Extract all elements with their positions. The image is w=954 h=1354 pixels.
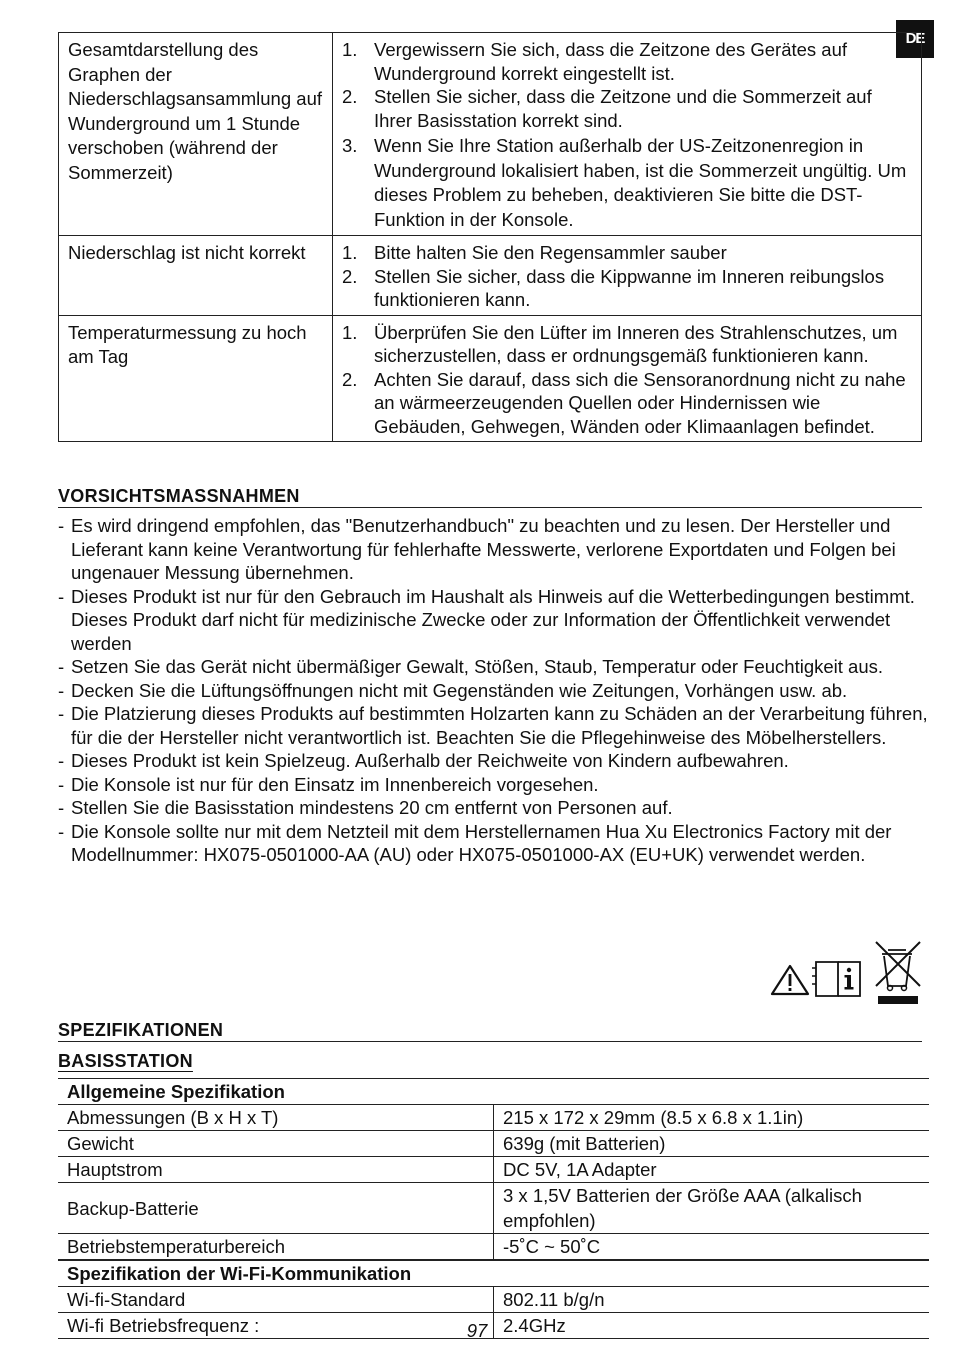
list-item: - Dieses Produkt ist kein Spielzeug. Außerhalb der Reichweite von Kindern aufbewahren.: [58, 750, 789, 771]
table-row: [59, 236, 922, 316]
language-tab: DE: [896, 20, 934, 58]
list-item: 1. Vergewissern Sie sich, dass die Zeitzone des Gerätes auf Wunderground korrekt eingestellt ist.: [342, 39, 848, 84]
table-row: [58, 1105, 929, 1131]
solution-cell: [333, 236, 922, 316]
list-item: 2. Stellen Sie sicher, dass die Zeitzone und die Sommerzeit auf Ihrer Basisstation korrekt sind.: [342, 86, 872, 131]
page-number: 97: [466, 1320, 488, 1341]
spec-label: Wi-fi-Standard: [58, 1287, 494, 1313]
general-spec-title: Allgemeine Spezifikation: [58, 1079, 929, 1105]
list-item: 3. Wenn Sie Ihre Station außerhalb der US-Zeitzonenregion in Wunderground lokalisiert haben, ist die Sommerzeit ungültig. Um dieses Problem zu beheben, deaktivieren Sie bitte die DST-Funktion in der Konsole.: [342, 135, 907, 230]
read-manual-icon: [812, 962, 860, 996]
table-row: [59, 315, 922, 442]
precautions-heading: VORSICHTSMASSNAHMEN: [58, 485, 922, 508]
precautions-list: [58, 514, 928, 867]
spec-value: -5˚C ~ 50˚C: [494, 1234, 930, 1261]
solution-list: [342, 38, 913, 232]
crossed-out-bin-icon: [876, 942, 920, 1004]
list-item: - Decken Sie die Lüftungsöffnungen nicht mit Gegenständen wie Zeitungen, Vorhängen usw. ab.: [58, 679, 848, 701]
list-item: - Die Konsole ist nur für den Einsatz im Innenbereich vorgesehen.: [58, 773, 599, 795]
spec-value: 2.4GHz: [494, 1313, 930, 1339]
solution-cell: [333, 33, 922, 236]
problem-cell: Gesamtdarstellung des Graphen der Niederschlagsansammlung auf Wunderground um 1 Stunde verschoben (während der Sommerzeit): [59, 33, 333, 236]
table-row: [58, 1260, 929, 1287]
spec-value: 3 x 1,5V Batterien der Größe AAA (alkalisch empfohlen): [494, 1183, 930, 1234]
list-item: - Es wird dringend empfohlen, das "Benutzerhandbuch" zu beachten und zu lesen. Der Hersteller und Lieferant kann keine Verantwortung für fehlerhafte Messwerte, verlorene Exportdaten und Folgen bei ungenauer Messung übernehmen.: [58, 515, 896, 583]
safety-icons: [770, 936, 926, 1008]
wifi-spec-title: Spezifikation der Wi-Fi-Kommunikation: [58, 1260, 929, 1287]
table-row: [58, 1287, 929, 1313]
table-row: [58, 1183, 929, 1234]
spec-label: Betriebstemperaturbereich: [58, 1234, 494, 1261]
warning-triangle-icon: [772, 966, 808, 994]
list-item: 2. Stellen Sie sicher, dass die Kippwanne im Inneren reibungslos funktionieren kann.: [342, 265, 885, 310]
list-item: 2. Achten Sie darauf, dass sich die Sensoranordnung nicht zu nahe an wärmeerzeugenden Quellen oder Hindernissen wie Gebäuden, Gehwegen, Wänden oder Klimaanlagen befindet.: [342, 368, 906, 437]
table-row: [58, 1157, 929, 1183]
solution-list: [342, 241, 913, 312]
spec-label: Gewicht: [58, 1131, 494, 1157]
table-row: [59, 33, 922, 236]
spec-label: Wi-fi Betriebsfrequenz :: [58, 1313, 494, 1339]
spec-label: Hauptstrom: [58, 1157, 494, 1183]
list-item: - Die Konsole sollte nur mit dem Netzteil mit dem Herstellernamen Hua Xu Electronics Factory mit der Modellnummer: HX075-0501000-AA (AU) oder HX075-0501000-AX (EU+UK) verwendet werden.: [58, 820, 892, 865]
problem-cell: Niederschlag ist nicht korrekt: [59, 236, 333, 316]
list-item: 1. Bitte halten Sie den Regensammler sauber: [342, 242, 727, 263]
list-item: - Die Platzierung dieses Produkts auf bestimmten Holzarten kann zu Schäden an der Verarbeitung führen, für die der Hersteller nicht verantwortlich ist. Beachten Sie die Pflegehinweise des Möbelherstellers.: [58, 703, 928, 748]
spec-value: DC 5V, 1A Adapter: [494, 1157, 930, 1183]
spec-label: Backup-Batterie: [58, 1183, 494, 1234]
list-item: - Dieses Produkt ist nur für den Gebrauch im Haushalt als Hinweis auf die Wetterbedingungen bestimmt. Dieses Produkt darf nicht für medizinische Zwecke oder zur Information der Öffentlichkeit verwendet werden: [58, 585, 915, 654]
spec-value: 639g (mit Batterien): [494, 1131, 930, 1157]
list-item: - Stellen Sie die Basisstation mindestens 20 cm entfernt von Personen auf.: [58, 797, 673, 818]
problem-cell: Temperaturmessung zu hoch am Tag: [59, 315, 333, 442]
table-row: [58, 1131, 929, 1157]
solution-cell: [333, 315, 922, 442]
specifications-heading: SPEZIFIKATIONEN: [58, 1019, 922, 1042]
list-item: 1. Überprüfen Sie den Lüfter im Inneren des Strahlenschutzes, um sicherzustellen, dass er ordnungsgemäß funktionieren kann.: [342, 321, 898, 366]
table-row: [58, 1234, 929, 1261]
solution-list: [342, 321, 913, 439]
list-item: - Setzen Sie das Gerät nicht übermäßiger Gewalt, Stößen, Staub, Temperatur oder Feuchtigkeit aus.: [58, 656, 884, 677]
spec-table: [58, 1078, 929, 1339]
base-station-heading: BASISSTATION: [58, 1051, 193, 1071]
spec-label: Abmessungen (B x H x T): [58, 1105, 494, 1131]
troubleshooting-table: [58, 32, 922, 442]
spec-value: 215 x 172 x 29mm (8.5 x 6.8 x 1.1in): [494, 1105, 930, 1131]
spec-value: 802.11 b/g/n: [494, 1287, 930, 1313]
table-row: [58, 1079, 929, 1105]
